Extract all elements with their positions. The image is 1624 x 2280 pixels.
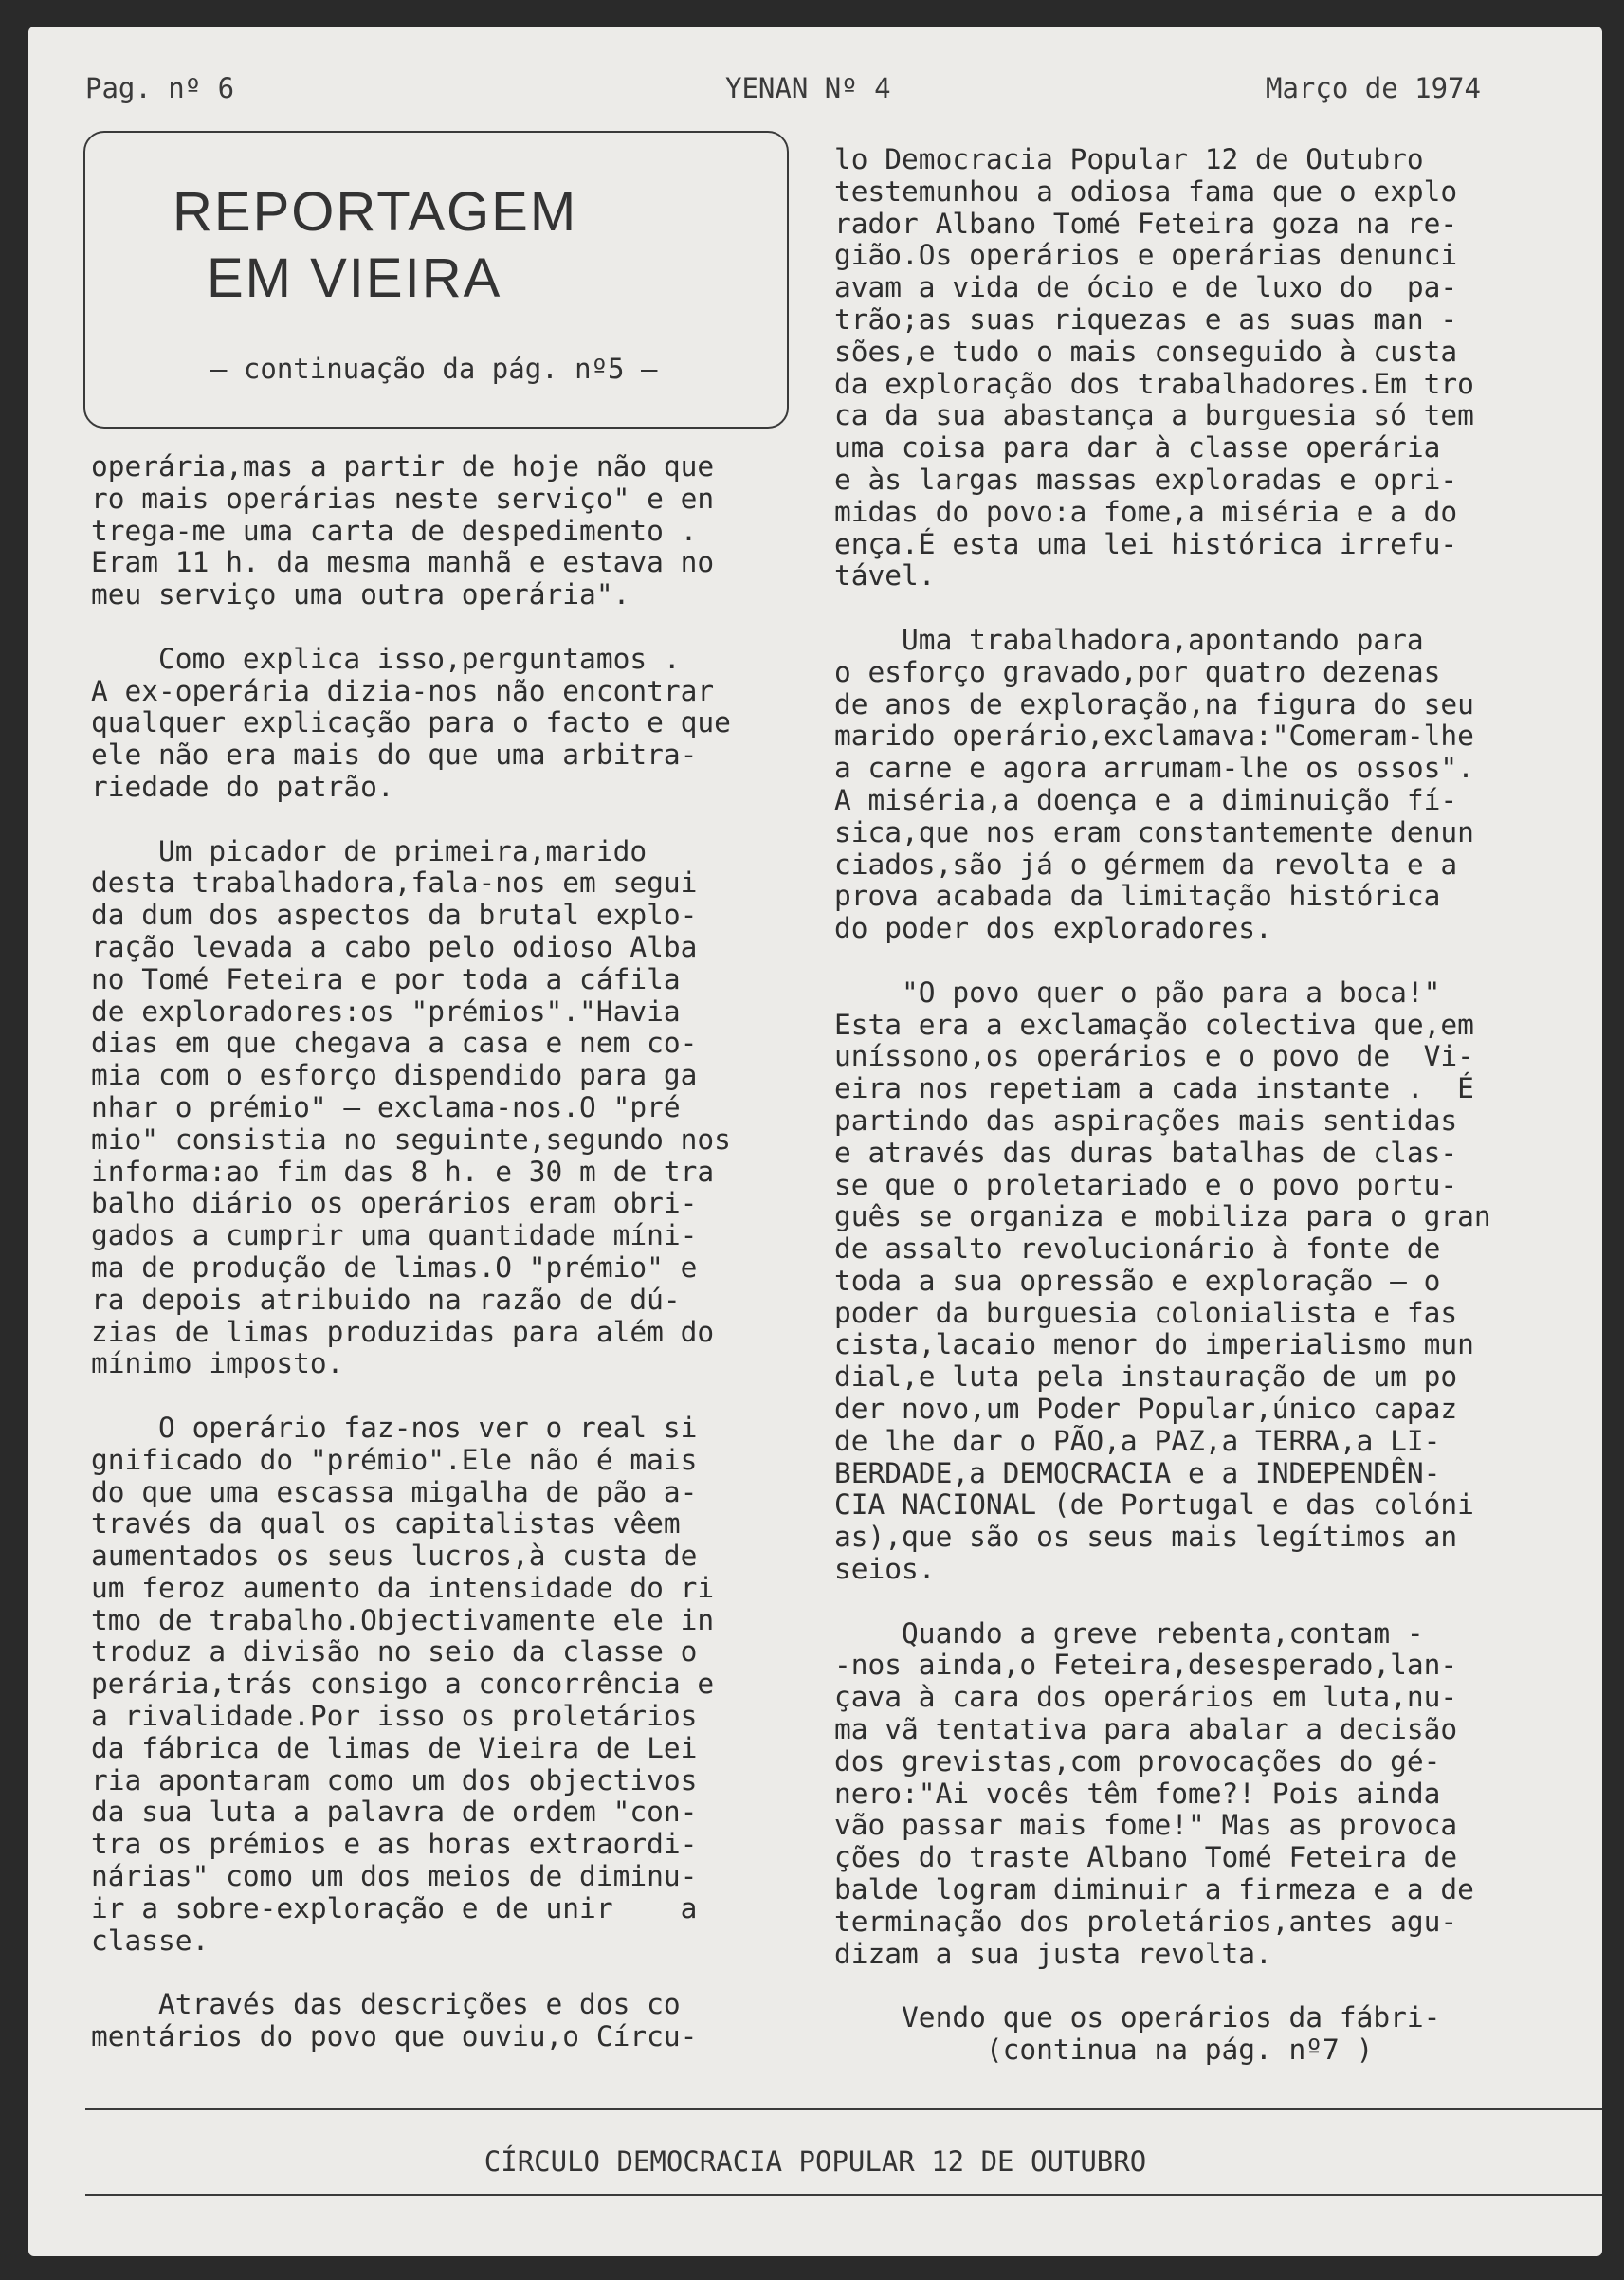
text-line: ciados,são já o gérmem da revolta e a [834,848,1458,881]
text-line: balde logram diminuir a firmeza e a de [834,1873,1474,1906]
text-line: dos grevistas,com provocações do gé- [834,1744,1441,1778]
text-line: testemunhou a odiosa fama que o explo [834,174,1458,208]
text-line: Vendo que os operários da fábri- [834,2001,1441,2034]
text-line: dias em que chegava a casa e nem co- [91,1027,698,1060]
text-line: Através das descrições e dos co [91,1988,681,2021]
text-line: de lhe dar o PÃO,a PAZ,a TERRA,a LI- [834,1424,1441,1457]
text-line: riedade do patrão. [91,770,394,803]
text-line [834,1970,1491,2002]
text-line: a rivalidade.Por isso os proletários [91,1700,698,1733]
text-line: ma vã tentativa para abalar a decisão [834,1713,1458,1746]
text-line: rador Albano Tomé Feteira goza na re- [834,207,1458,240]
text-line: ra depois atribuido na razão de dú- [91,1283,681,1316]
text-line: um feroz aumento da intensidade do ri [91,1571,715,1604]
text-line: ele não era mais do que uma arbitra- [91,739,698,772]
text-line: vão passar mais fome!" Mas as provoca [834,1809,1458,1842]
text-line: troduz a divisão no seio da classe o [91,1635,698,1669]
article-title-line-1: REPORTAGEM [173,181,578,243]
text-line: (continua na pág. nº7 ) [834,2034,1374,2067]
text-line: "O povo quer o pão para a boca!" [834,976,1441,1009]
issue-date: Março de 1974 [1266,72,1481,104]
issue-number: YENAN Nº 4 [725,72,891,104]
text-line: desta trabalhadora,fala-nos em segui [91,866,698,900]
article-title-box [83,131,789,429]
text-line: gnificado do "prémio".Ele não é mais [91,1443,698,1476]
text-line: e através das duras batalhas de clas- [834,1136,1458,1169]
text-line: dizam a sua justa revolta. [834,1937,1272,1970]
text-line: ença.É esta uma lei histórica irrefu- [834,527,1458,560]
text-line: ria apontaram como um dos objectivos [91,1763,698,1797]
text-line: ma de produção de limas.O "prémio" e [91,1250,698,1284]
text-line: lo Democracia Popular 12 de Outubro [834,143,1424,175]
text-line: do poder dos exploradores. [834,912,1272,945]
text-line: as),que são os seus mais legítimos an [834,1521,1458,1554]
text-line: ir a sobre-exploração e de unir a [91,1891,698,1924]
text-line: O operário faz-nos ver o real si [91,1411,698,1444]
text-line: mia com o esforço dispendido para ga [91,1059,698,1092]
text-line: da sua luta a palavra de ordem "con- [91,1796,698,1829]
text-line: toda a sua opressão e exploração — o [834,1264,1441,1297]
text-line: seios. [834,1553,936,1586]
text-line: guês se organiza e mobiliza para o gran [834,1200,1491,1233]
text-line [834,945,1491,977]
text-line: mentários do povo que ouviu,o Círcu- [91,2020,698,2053]
text-line: uma coisa para dar à classe operária [834,431,1441,465]
text-line [91,1957,731,1989]
text-line: ro mais operárias neste serviço" e en [91,482,715,515]
text-line: Quando a greve rebenta,contam - [834,1616,1424,1650]
text-line: poder da burguesia colonialista e fas [834,1296,1458,1329]
text-line: informa:ao fim das 8 h. e 30 m de tra [91,1155,715,1188]
text-line: nero:"Ai vocês têm fome?! Pois ainda [834,1777,1441,1810]
text-line: Eram 11 h. da mesma manhã e estava no [91,546,715,579]
text-line: uníssono,os operários e o povo de Vi- [834,1040,1474,1073]
newspaper-page [28,27,1602,2256]
text-line: meu serviço uma outra operária". [91,578,630,611]
text-line: mínimo imposto. [91,1347,344,1380]
text-line: do que uma escassa migalha de pão a- [91,1475,698,1508]
text-line: da exploração dos trabalhadores.Em tro [834,367,1474,400]
text-line: da dum dos aspectos da brutal explo- [91,899,698,932]
text-line: ca da sua abastança a burguesia só tem [834,399,1474,432]
text-line: marido operário,exclamava:"Comeram-lhe [834,720,1474,753]
text-line: trega-me uma carta de despedimento . [91,514,698,547]
text-line: qualquer explicação para o facto e que [91,706,731,739]
text-line: da fábrica de limas de Vieira de Lei [91,1731,698,1764]
footer-rule-bottom [85,2194,1602,2196]
text-line: -nos ainda,o Feteira,desesperado,lan- [834,1649,1458,1682]
text-line: gião.Os operários e operárias denunci [834,239,1458,272]
text-line: Um picador de primeira,marido [91,834,648,867]
text-line: zias de limas produzidas para além do [91,1315,715,1348]
text-line [834,593,1491,625]
page-header [28,72,1602,119]
footer-rule-top [85,2108,1602,2110]
text-line: A ex-operária dizia-nos não encontrar [91,674,715,707]
continuation-note: — continuação da pág. nº5 — [210,353,658,385]
text-line [91,611,731,644]
text-line: mio" consistia no seguinte,segundo nos [91,1122,731,1156]
text-line: gados a cumprir uma quantidade míni- [91,1219,698,1252]
text-line: sões,e tudo o mais conseguido à custa [834,335,1458,368]
text-line: midas do povo:a fome,a miséria e a do [834,495,1458,528]
text-line: través da qual os capitalistas vêem [91,1507,681,1541]
text-line: aumentados os seus lucros,à custa de [91,1540,698,1573]
text-line: der novo,um Poder Popular,único capaz [834,1393,1458,1426]
text-line: nhar o prémio" — exclama-nos.O "pré [91,1090,681,1123]
text-line: balho diário os operários eram obri- [91,1187,698,1220]
text-line: sica,que nos eram constantemente denun [834,815,1474,848]
text-line: Esta era a exclamação colectiva que,em [834,1008,1474,1041]
text-line: a carne e agora arrumam-lhe os ossos". [834,752,1474,785]
text-line: perária,trás consigo a concorrência e [91,1668,715,1701]
text-line: çava à cara dos operários em luta,nu- [834,1681,1458,1714]
text-line: avam a vida de ócio e de luxo do pa- [834,271,1458,304]
text-line: de exploradores:os "prémios"."Havia [91,994,681,1028]
text-line: operária,mas a partir de hoje não que [91,450,715,483]
text-line: Uma trabalhadora,apontando para [834,623,1424,656]
text-line: terminação dos proletários,antes agu- [834,1905,1458,1938]
text-line: de anos de exploração,na figura do seu [834,687,1474,720]
text-line: cista,lacaio menor do imperialismo mun [834,1328,1474,1361]
text-line [834,1586,1491,1618]
text-line: de assalto revolucionário à fonte de [834,1232,1441,1266]
footer-organization: CÍRCULO DEMOCRACIA POPULAR 12 DE OUTUBRO [484,2145,1147,2178]
text-line: CIA NACIONAL (de Portugal e das colóni [834,1488,1474,1522]
text-line: classe. [91,1924,210,1957]
text-line: tável. [834,559,936,593]
text-line: trão;as suas riquezas e as suas man - [834,302,1458,336]
text-line: tra os prémios e as horas extraordi- [91,1828,698,1861]
text-line [91,804,731,836]
left-column-text [91,451,731,2053]
text-line: e às largas massas exploradas e opri- [834,463,1458,496]
text-line: BERDADE,a DEMOCRACIA e a INDEPENDÊN- [834,1456,1441,1489]
text-line: ração levada a cabo pelo odioso Alba [91,930,698,963]
text-line: ções do traste Albano Tomé Feteira de [834,1841,1458,1874]
text-line: Como explica isso,perguntamos . [91,642,681,675]
text-line: partindo das aspirações mais sentidas [834,1104,1458,1137]
text-line: no Tomé Feteira e por toda a cáfila [91,962,681,995]
page-number: Pag. nº 6 [85,72,235,104]
text-line: A miséria,a doença e a diminuição fí- [834,783,1458,816]
text-line [91,1380,731,1413]
text-line: eira nos repetiam a cada instante . É [834,1072,1474,1105]
text-line: tmo de trabalho.Objectivamente ele in [91,1603,715,1636]
text-line: dial,e luta pela instauração de um po [834,1360,1458,1394]
text-line: se que o proletariado e o povo portu- [834,1168,1458,1201]
article-title-line-2: EM VIEIRA [207,247,502,309]
right-column-text [834,144,1491,2067]
text-line: o esforço gravado,por quatro dezenas [834,655,1441,688]
text-line: nárias" como um dos meios de diminu- [91,1860,698,1893]
text-line: prova acabada da limitação histórica [834,880,1441,913]
